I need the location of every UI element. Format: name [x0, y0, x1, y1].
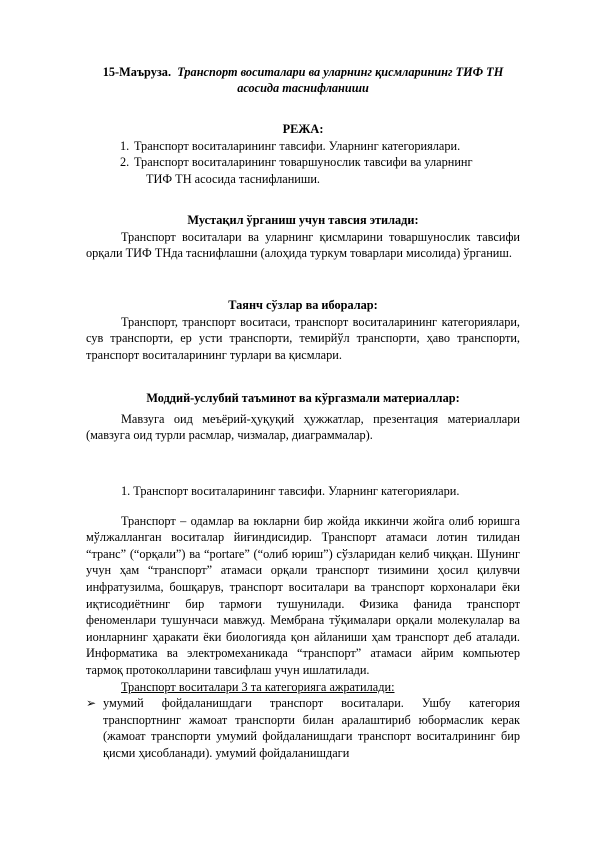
plan-item-2 [86, 154, 520, 187]
self-study-section [86, 212, 520, 262]
keywords-heading: Таянч сўзлар ва иборалар: [228, 298, 378, 312]
category-bullet-item [86, 695, 520, 761]
categories-intro: Транспорт воситалари 3 та категорияга ажратилади: [121, 679, 395, 694]
materials-section [86, 390, 520, 444]
arrow-bullet-icon: ➢ [86, 696, 97, 711]
section-1-paragraph: Транспорт – одамлар ва юкларни бир жойда иккинчи жойга олиб юришга мўлжалланган воситалар йиғиндисидир. Транспорт атамаси лотин тилидан “транс” (“орқали”) ва “portare” (“олиб юриш”) сўзларидан келиб чиққан. Шунинг учун ҳам “транспорт” атамаси орқали транспорт тизимини ҳосил қилувчи инфратузилма, бошқарув, транспорт воситалари ва транспорт корхоналари ёки иқтисодиётнинг бир тармоғи тушунилади. Физика фанида транспорт феноменлари тушунчаси мавжуд. Мембрана тўқималари орқали молекулалар ва ионларнинг ҳаракати ёки биологияда қон айланиши ҳам транспорт деб аталади. Информатика ва электромеханикада “транспорт” атамаси айрим компьютер тармоқ протоколларини тавсифлаш учун ишлатилади. [86, 513, 520, 677]
keywords-section [86, 297, 520, 363]
materials-heading: Моддий-услубий таъминот ва кўргазмали материаллар: [146, 391, 460, 405]
section-1 [86, 483, 520, 762]
self-study-heading: Мустақил ўрганиш учун тавсия этилади: [187, 213, 419, 227]
plan-item-text: Транспорт воситаларининг тавсифи. Уларнинг категориялари. [134, 138, 461, 153]
plan-list [86, 138, 520, 188]
plan-item-number: 1. [120, 138, 130, 153]
lecture-number: 15-Маъруза. [102, 65, 172, 79]
plan-item-1 [86, 138, 520, 155]
materials-text: Мавзуга оид меъёрий-ҳуқуқий ҳужжатлар, презентация материаллари (мавзуга оид турли расмлар, чизмалар, диаграммалар). [86, 411, 520, 443]
plan-section [86, 121, 520, 187]
category-bullet-text: умумий фойдаланишдаги транспорт воситалари. Ушбу категория транспортнинг жамоат транспорти билан аралаштириб юбормаслик керак (жамоат транспорти умумий фойдаланишдаги транспорт воситалрининг бир қисми ҳисобланади). умумий фойдаланишдаги [103, 696, 520, 760]
lecture-title [86, 64, 520, 96]
plan-item-text-cont: ТИФ ТН асосида таснифланиши. [146, 171, 320, 186]
plan-heading: РЕЖА: [282, 122, 324, 136]
self-study-text: Транспорт воситалари ва уларнинг қисмларини товаршунослик тавсифи орқали ТИФ ТНда таснифлашни (алоҳида туркум товарлари мисолида) ўрганиш. [86, 229, 520, 261]
keywords-text: Транспорт, транспорт воситаси, транспорт воситаларининг категориялари, сув транспорти, ер усти транспорти, темирйўл транспорти, ҳаво транспорти, транспорт воситаларининг турлари ва қисмлари. [86, 314, 520, 362]
plan-item-text: Транспорт воситаларининг товаршунослик тавсифи ва уларнинг [134, 155, 473, 170]
section-1-heading: 1. Транспорт воситаларининг тавсифи. Уларнинг категориялари. [121, 484, 460, 498]
lecture-title-line1: Транспорт воситалари ва уларнинг қисмларининг ТИФ ТН [177, 65, 504, 79]
lecture-title-line2: асосида таснифланиши [237, 81, 369, 95]
plan-item-number: 2. [120, 155, 130, 170]
